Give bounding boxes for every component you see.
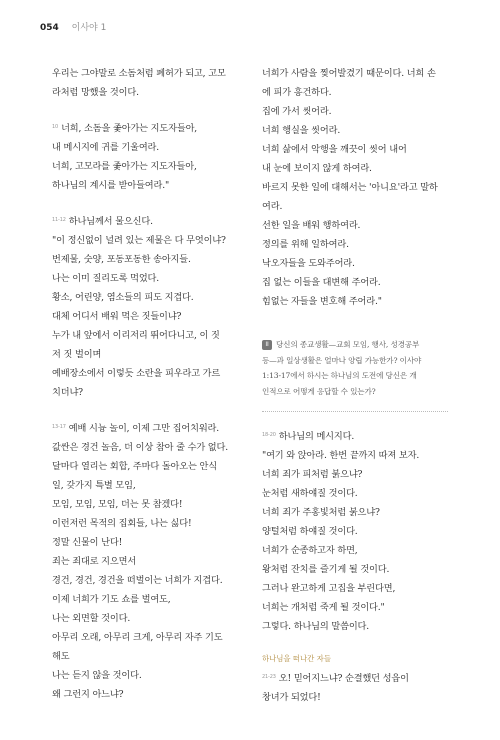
text-line bbox=[262, 384, 448, 400]
line-text: 황소, 어린양, 염소들의 피도 지겹다. bbox=[52, 292, 194, 303]
verse-paragraph bbox=[52, 118, 238, 195]
line-text: 누가 내 앞에서 이리저리 뛰어다니고, 이 짓 bbox=[52, 330, 220, 341]
text-line bbox=[52, 157, 238, 176]
text-line bbox=[262, 484, 448, 503]
text-line bbox=[262, 140, 448, 159]
text-line bbox=[262, 121, 448, 140]
line-text: 눈처럼 새하얘질 것이다. bbox=[262, 488, 358, 499]
text-line bbox=[52, 118, 238, 138]
text-line bbox=[52, 571, 238, 590]
text-line bbox=[52, 83, 238, 102]
line-text: 이런저런 목적의 집회들, 나는 싫다! bbox=[52, 518, 192, 529]
line-text: "이 정신없이 널려 있는 제물은 다 무엇이냐? bbox=[52, 235, 226, 246]
text-line bbox=[52, 364, 238, 383]
text-line bbox=[52, 307, 238, 326]
line-text: 내 메시지에 귀를 기울여라. bbox=[52, 142, 160, 153]
line-text: 양털처럼 하얘질 것이다. bbox=[262, 526, 358, 537]
text-line bbox=[262, 83, 448, 102]
line-text: "여기 와 앉아라. 한번 끝까지 따져 보자. bbox=[262, 450, 420, 461]
text-line bbox=[262, 197, 448, 216]
text-line bbox=[52, 476, 238, 495]
text-line bbox=[52, 64, 238, 83]
line-text: 값싼은 경건 놀음, 더 이상 참아 줄 수가 없다. bbox=[52, 442, 229, 453]
section-heading: 하나님을 떠나간 자들 bbox=[262, 654, 331, 663]
text-line bbox=[52, 457, 238, 476]
reflection-badge-icon: II bbox=[262, 340, 272, 350]
line-text: 우리는 그야말로 소돔처럼 폐허가 되고, 고모 bbox=[52, 68, 226, 79]
line-text: 너희가 사람을 찢어발겼기 때문이다. 너희 손 bbox=[262, 68, 436, 79]
text-line bbox=[52, 609, 238, 628]
line-text: 치더냐? bbox=[52, 387, 83, 398]
text-line bbox=[52, 138, 238, 157]
page-number: 054 bbox=[40, 23, 59, 33]
line-text: 하나님의 메시지다. bbox=[278, 431, 355, 442]
text-line bbox=[262, 617, 448, 636]
text-line bbox=[262, 446, 448, 465]
text-line bbox=[262, 337, 448, 353]
line-text: 너희, 소돔을 좇아가는 지도자들아, bbox=[61, 123, 198, 134]
text-line bbox=[52, 231, 238, 250]
line-text: 등—과 일상생활은 얼마나 양립 가능한가? 이사야 bbox=[262, 355, 422, 365]
text-line bbox=[52, 590, 238, 609]
text-line bbox=[52, 666, 238, 685]
verse-number: 10 bbox=[52, 124, 59, 130]
line-text: 달마다 열리는 회합, 주마다 돌아오는 안식 bbox=[52, 461, 217, 472]
line-text: 이제 너희가 기도 쇼를 벌여도, bbox=[52, 594, 171, 605]
line-text: 힘없는 자들을 변호해 주어라." bbox=[262, 296, 382, 307]
text-line bbox=[262, 668, 448, 688]
right-column bbox=[262, 64, 448, 723]
line-text: 아무리 오래, 아무리 크게, 아무리 자주 기도 bbox=[52, 632, 223, 643]
verse-number: 21-23 bbox=[262, 674, 276, 680]
line-text: 바르지 못한 일에 대해서는 '아니요'라고 말하 bbox=[262, 182, 438, 193]
line-text: 하나님께서 물으신다. bbox=[68, 216, 153, 227]
line-text: 낙오자들을 도와주어라. bbox=[262, 258, 355, 269]
line-text: 저 짓 벌이며 bbox=[52, 349, 102, 360]
text-line bbox=[262, 688, 448, 707]
line-text: 나는 외면할 것이다. bbox=[52, 613, 131, 624]
line-text: 번제물, 숫양, 포동포동한 송아지들. bbox=[52, 254, 191, 265]
text-line bbox=[52, 533, 238, 552]
text-line bbox=[52, 552, 238, 571]
text-line bbox=[262, 102, 448, 121]
text-line bbox=[52, 685, 238, 704]
text-line bbox=[262, 353, 448, 369]
text-line bbox=[52, 383, 238, 402]
text-line bbox=[262, 273, 448, 292]
line-text: 하나님의 계시를 받아들여라." bbox=[52, 180, 170, 191]
text-line bbox=[52, 345, 238, 364]
text-line bbox=[262, 292, 448, 311]
running-title: 이사야 1 bbox=[71, 23, 107, 33]
text-line bbox=[52, 288, 238, 307]
text-line bbox=[52, 250, 238, 269]
line-text: 그렇다. 하나님의 말씀이다. bbox=[262, 621, 370, 632]
text-line bbox=[262, 426, 448, 446]
line-text: 정의를 위해 일하여라. bbox=[262, 239, 349, 250]
line-text: 죄는 죄대로 지으면서 bbox=[52, 556, 137, 567]
text-line bbox=[262, 64, 448, 83]
line-text: 경건, 경건, 경건을 떠벌이는 너희가 지겹다. bbox=[52, 575, 223, 586]
line-text: 해도 bbox=[52, 651, 70, 662]
text-line bbox=[262, 579, 448, 598]
text-line bbox=[262, 503, 448, 522]
line-text: 모임, 모임, 모임, 더는 못 참겠다! bbox=[52, 499, 183, 510]
line-text: 여라. bbox=[262, 201, 283, 212]
line-text: 1:13-17에서 하시는 하나님의 도전에 당신은 개 bbox=[262, 371, 417, 380]
line-text: 창녀가 되었다! bbox=[262, 692, 321, 703]
text-line bbox=[262, 598, 448, 617]
line-text: 너희가 순종하고자 하면, bbox=[262, 545, 358, 556]
line-text: 내 눈에 보이지 않게 하여라. bbox=[262, 163, 372, 174]
text-line bbox=[262, 178, 448, 197]
text-line bbox=[262, 465, 448, 484]
text-line bbox=[262, 368, 448, 384]
verse-number: 18-20 bbox=[262, 432, 276, 438]
line-text: 왜 그런지 아느냐? bbox=[52, 689, 124, 700]
text-line bbox=[262, 541, 448, 560]
line-text: 선한 일을 배워 행하여라. bbox=[262, 220, 361, 231]
text-line bbox=[52, 326, 238, 345]
verse-paragraph bbox=[262, 426, 448, 636]
line-text: 왕처럼 잔치를 즐기게 될 것이다. bbox=[262, 564, 390, 575]
text-line bbox=[262, 522, 448, 541]
line-text: 너희는 개처럼 죽게 될 것이다." bbox=[262, 602, 385, 613]
text-line bbox=[52, 269, 238, 288]
left-column bbox=[52, 64, 238, 720]
line-text: 너희 삶에서 악행을 깨끗이 씻어 내어 bbox=[262, 144, 407, 155]
text-line bbox=[52, 514, 238, 533]
line-text: 나는 이미 질리도록 먹었다. bbox=[52, 273, 160, 284]
line-text: 일, 갖가지 특별 모임, bbox=[52, 480, 136, 491]
reflection-box bbox=[262, 327, 448, 412]
verse-paragraph bbox=[52, 64, 238, 102]
line-text: 나는 듣지 않을 것이다. bbox=[52, 670, 142, 681]
line-text: 라처럼 망했을 것이다. bbox=[52, 87, 139, 98]
verse-paragraph bbox=[52, 418, 238, 704]
text-line bbox=[262, 159, 448, 178]
line-text: 너희 행실을 씻어라. bbox=[262, 125, 341, 136]
line-text: 그러나 완고하게 고집을 부린다면, bbox=[262, 583, 396, 594]
line-text: 에 피가 흥건하다. bbox=[262, 87, 332, 98]
line-text: 인적으로 어떻게 응답할 수 있는가? bbox=[262, 386, 376, 396]
verse-paragraph bbox=[262, 668, 448, 707]
line-text: 너희 죄가 피처럼 붉으냐? bbox=[262, 469, 363, 480]
line-text: 집 없는 이들을 대변해 주어라. bbox=[262, 277, 381, 288]
text-line bbox=[262, 254, 448, 273]
verse-paragraph bbox=[262, 64, 448, 311]
text-line bbox=[262, 216, 448, 235]
text-line bbox=[52, 211, 238, 231]
text-line bbox=[52, 438, 238, 457]
text-line bbox=[262, 560, 448, 579]
text-line bbox=[52, 176, 238, 195]
text-line bbox=[262, 235, 448, 254]
line-text: 너희 죄가 주홍빛처럼 붉으냐? bbox=[262, 507, 380, 518]
text-line bbox=[52, 495, 238, 514]
text-line bbox=[52, 647, 238, 666]
page-header bbox=[40, 20, 106, 33]
text-line bbox=[52, 628, 238, 647]
line-text: 정말 신물이 난다! bbox=[52, 537, 123, 548]
line-text: 예배장소에서 이렇듯 소란을 피우라고 가르 bbox=[52, 368, 221, 379]
line-text: 당신의 종교생활—교회 모임, 행사, 성경공부 bbox=[276, 340, 420, 349]
verse-number: 13-17 bbox=[52, 424, 66, 430]
verse-number: 11-12 bbox=[52, 217, 66, 223]
line-text: 대체 어디서 배워 먹은 짓들이냐? bbox=[52, 311, 182, 322]
text-line bbox=[52, 418, 238, 438]
verse-paragraph bbox=[52, 211, 238, 402]
line-text: 집에 가서 씻어라. bbox=[262, 106, 332, 117]
line-text: 오! 믿어지느냐? 순결했던 성읍이 bbox=[278, 673, 409, 684]
line-text: 너희, 고모라를 좇아가는 지도자들아, bbox=[52, 161, 197, 172]
line-text: 예배 시늉 놀이, 이제 그만 집어치워라. bbox=[68, 423, 220, 434]
